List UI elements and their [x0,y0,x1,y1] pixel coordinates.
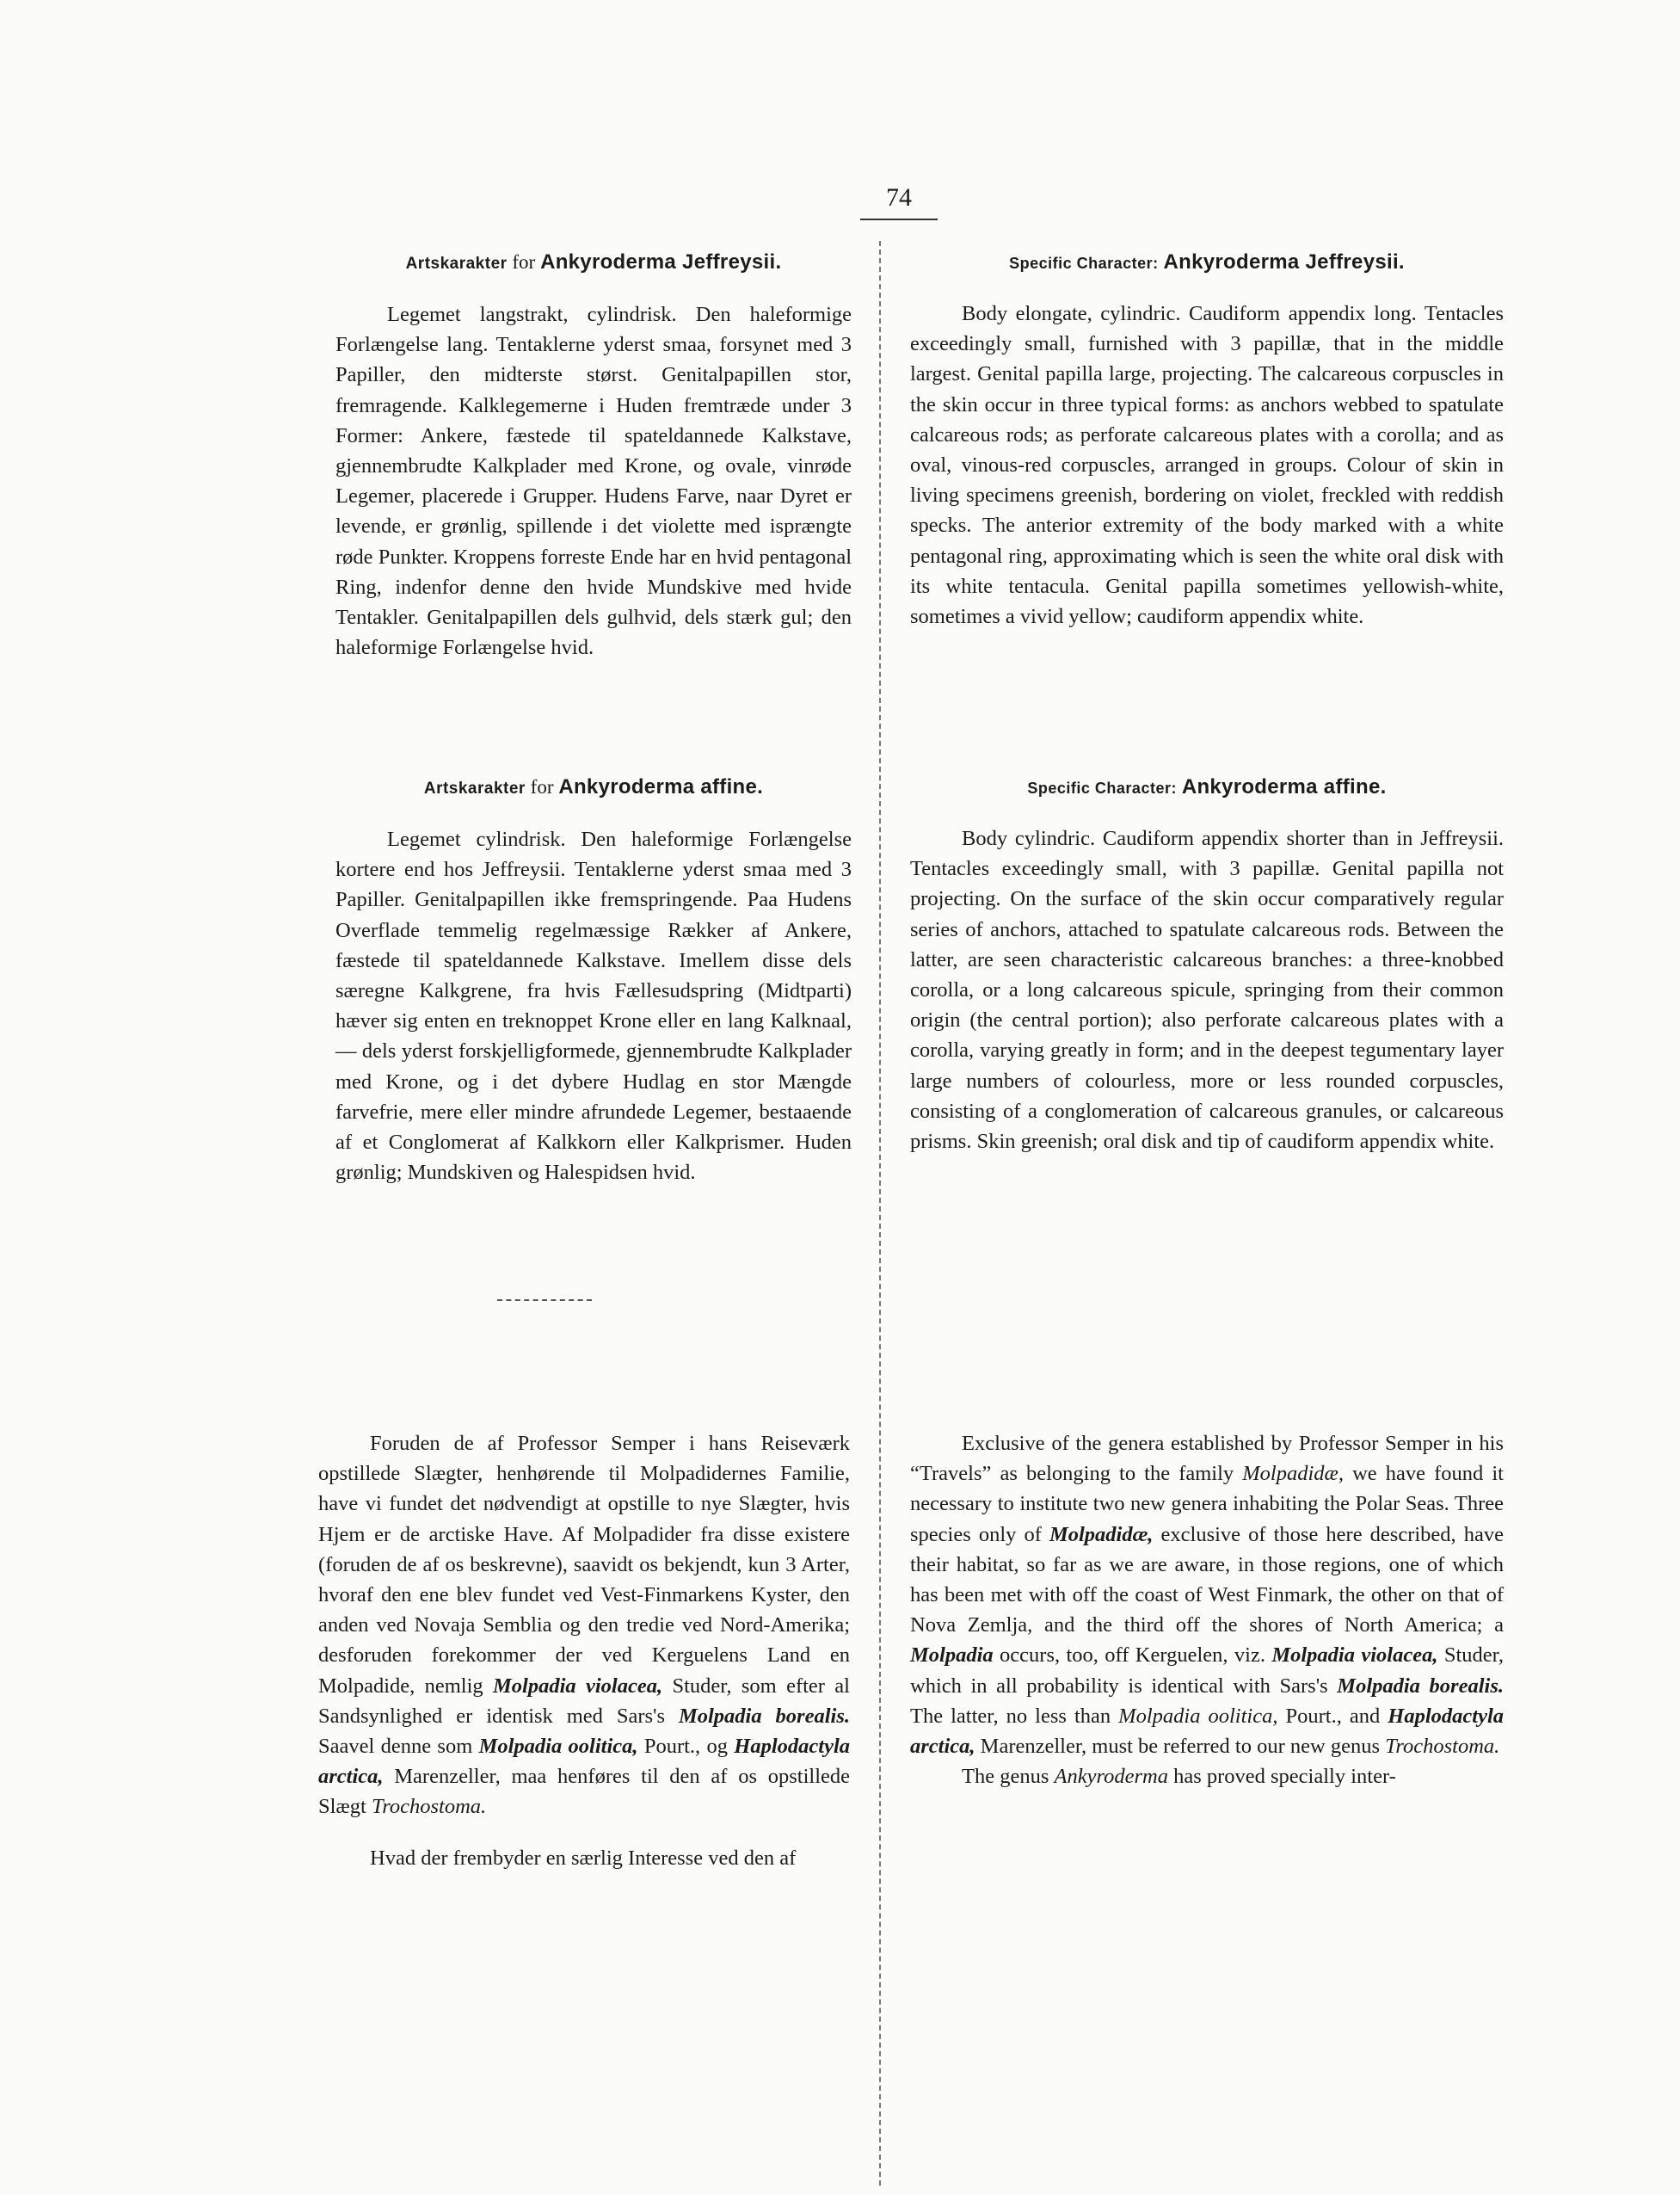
text-run: Foruden de af Professor Semper i hans Reiseværk opstillede Slægter, henhørende til Molpadidernes Familie, have vi fundet det nødvendigt at opstille to nye Slægter, hvis Hjem er de arctiske Have. Af Molpadider fra disse existere (foruden de af os beskrevne), saavidt os bekjendt, kun 3 Arter, hvoraf den ene blev fundet ved Vest-Finmarkens Kyster, den anden ved Novaja Semblia og den tredie ved Nord-Amerika; desforuden forekommer der ved Kerguelens Land en Molpadide, nemlig [318,1432,850,1698]
paragraph: Legemet langstrakt, cylindrisk. Den haleformige Forlængelse lang. Tentaklerne yderst smaa, forsynet med 3 Papiller, den midterste størst. Genitalpapillen stor, fremragende. Kalklegemerne i Huden fremtræde under 3 Former: Ankere, fæstede til spateldannede Kalkstave, gjennembrudte Kalkplader med Krone, og ovale, vinrøde Legemer, placerede i Grupper. Hudens Farve, naar Dyret er levende, er grønlig, spillende i det violette med isprængte røde Punkter. Kroppens forreste Ende har en hvid pentagonal Ring, indenfor denne den hvide Mundskive med hvide Tentakler. Genitalpapillen dels gulhvid, dels stærk gul; den haleformige Forlængelse hvid. [335,303,852,660]
section-jeffreysii-english [910,250,1504,632]
taxon-name: Molpadidæ, [1049,1522,1154,1546]
taxon-name: Molpadia borealis. [1337,1674,1504,1698]
paragraph [910,1761,1504,1791]
taxon-name: Trochostoma. [1385,1735,1500,1759]
page-number: 74 [860,181,938,220]
text-run: has proved specially inter- [1167,1765,1396,1789]
column-divider [879,241,881,2186]
heading-lead: Artskarakter [405,255,508,273]
heading-lead: Specific Character: [1027,780,1177,797]
text-run: Saavel denne som [318,1735,479,1759]
taxon-name: Haplodactyla arctica, [910,1704,1505,1759]
paragraph: Legemet cylindrisk. Den haleformige Forlængelse kortere end hos Jeffreysii. Tentaklerne yderst smaa med 3 Papiller. Genitalpapillen ikke fremspringende. Paa Hudens Overflade temmelig regelmæssige Rækker af Ankere, fæstede til spateldannede Kalkstave. Imellem disse dels særegne Kalkgrene, fra hvis Fællesudspring (Midtparti) hæver sig enten en treknoppet Krone eller en lang Kalknaal, — dels yderst forskjelligformede, gjennembrudte Kalkplader med Krone, og i det dybere Hudlag en stor Mængde farvefrie, mere eller mindre afrundede Legemer, bestaaende af et Conglomerat af Kalkkorn eller Kalkprismer. Huden grønlig; Mundskiven og Halespidsen hvid. [335,828,852,1185]
text-run: The latter, no less than [910,1704,1119,1728]
text-run: we have found it necessary to institute two new genera inhabiting the Polar Seas. Three species only of [910,1462,1504,1546]
taxon-name: Molpadia oolitica, [478,1735,638,1759]
text-run: Studer, which in all probability is identical with Sars's [910,1643,1504,1698]
heading-lead: Specific Character: [1009,255,1159,272]
heading-for: for [530,776,554,798]
section-molpadidae-english [910,1428,1504,1791]
section-affine-english [910,774,1504,1156]
heading-jeffreysii-english [910,250,1504,276]
taxon-name: Molpadia oolitica, [1118,1704,1278,1728]
text-run: The genus [962,1765,1055,1789]
section-jeffreysii-danish [335,250,852,663]
taxon-name: Haplodactyla arctica, [318,1735,851,1789]
heading-species: Ankyroderma Jeffreysii. [1163,250,1405,274]
heading-species: Ankyroderma Jeffreysii. [540,250,782,274]
taxon-name: Molpadia [910,1643,994,1668]
heading-affine-english [910,774,1504,801]
text-run: Studer, som efter al Sandsynlighed er identisk med Sars's [318,1674,850,1728]
heading-species: Ankyroderma affine. [1181,775,1387,798]
taxon-name: Ankyroderma [1054,1765,1168,1789]
paragraph [318,1428,850,1822]
section-molpadidae-danish [318,1428,850,1873]
heading-species: Ankyroderma affine. [558,775,764,798]
heading-lead: Artskarakter [423,780,526,798]
taxon-name: Molpadidæ, [1242,1462,1345,1486]
paragraph: Body elongate, cylindric. Caudiform appendix long. Tentacles exceedingly small, furnished with 3 papillæ, that in the middle largest. Genital papilla large, projecting. The calcareous corpuscles in the skin occur in three typical forms: as anchors webbed to spatulate calcareous rods; as perforate calcareous plates with a corolla; and as oval, vinous-red corpuscles, arranged in groups. Colour of skin in living specimens greenish, bordering on violet, freckled with reddish specks. The anterior extremity of the body marked with a white pentagonal ring, approximating which is seen the white oral disk with its white tentacula. Genital papilla sometimes yellowish-white, sometimes a vivid yellow; caudiform appendix white. [910,302,1504,629]
paragraph: Hvad der frembyder en særlig Interesse ved den af [370,1846,797,1870]
text-run: exclusive of those here described, have their habitat, so far as we are aware, in those regions, one of which has been met with off the coast of West Finmark, the other on that of Nova Zemlja, and the third off the shores of North America; a [910,1522,1504,1637]
heading-affine-danish [335,774,852,802]
text-run: Exclusive of the genera established by Professor Semper in his “Travels” as belonging to the family [910,1432,1504,1486]
text-run: Marenzeller, must be referred to our new genus [975,1735,1386,1759]
text-run: Marenzeller, maa henføres til den af os opstillede Slægt [318,1765,850,1819]
text-run: Pourt., og [637,1735,735,1759]
paragraph: Body cylindric. Caudiform appendix shorter than in Jeffreysii. Tentacles exceedingly small, with 3 papillæ. Genital papilla not projecting. On the surface of the skin occur comparatively regular series of anchors, attached to spatulate calcareous rods. Between the latter, are seen characteristic calcareous branches: a three-knobbed corolla, or a long calcareous spicule, springing from their common origin (the central portion); also perforate calcareous plates with a corolla, varying greatly in form; and in the deepest tegumentary layer large numbers of colourless, more or less rounded corpuscles, consisting of a conglomeration of calcareous granules, or calcareous prisms. Skin greenish; oral disk and tip of caudiform appendix white. [910,827,1504,1154]
taxon-name: Molpadia violacea, [493,1674,663,1698]
taxon-name: Molpadia borealis. [678,1704,850,1728]
section-affine-danish [335,774,852,1187]
text-run: occurs, too, off Kerguelen, viz. [993,1643,1272,1668]
heading-for: for [512,251,536,273]
text-run: Pourt., and [1277,1704,1388,1728]
taxon-name: Trochostoma. [371,1795,487,1819]
section-divider [497,1299,592,1301]
paragraph [910,1428,1504,1761]
heading-jeffreysii-danish [335,250,852,277]
taxon-name: Molpadia violacea, [1271,1643,1438,1668]
